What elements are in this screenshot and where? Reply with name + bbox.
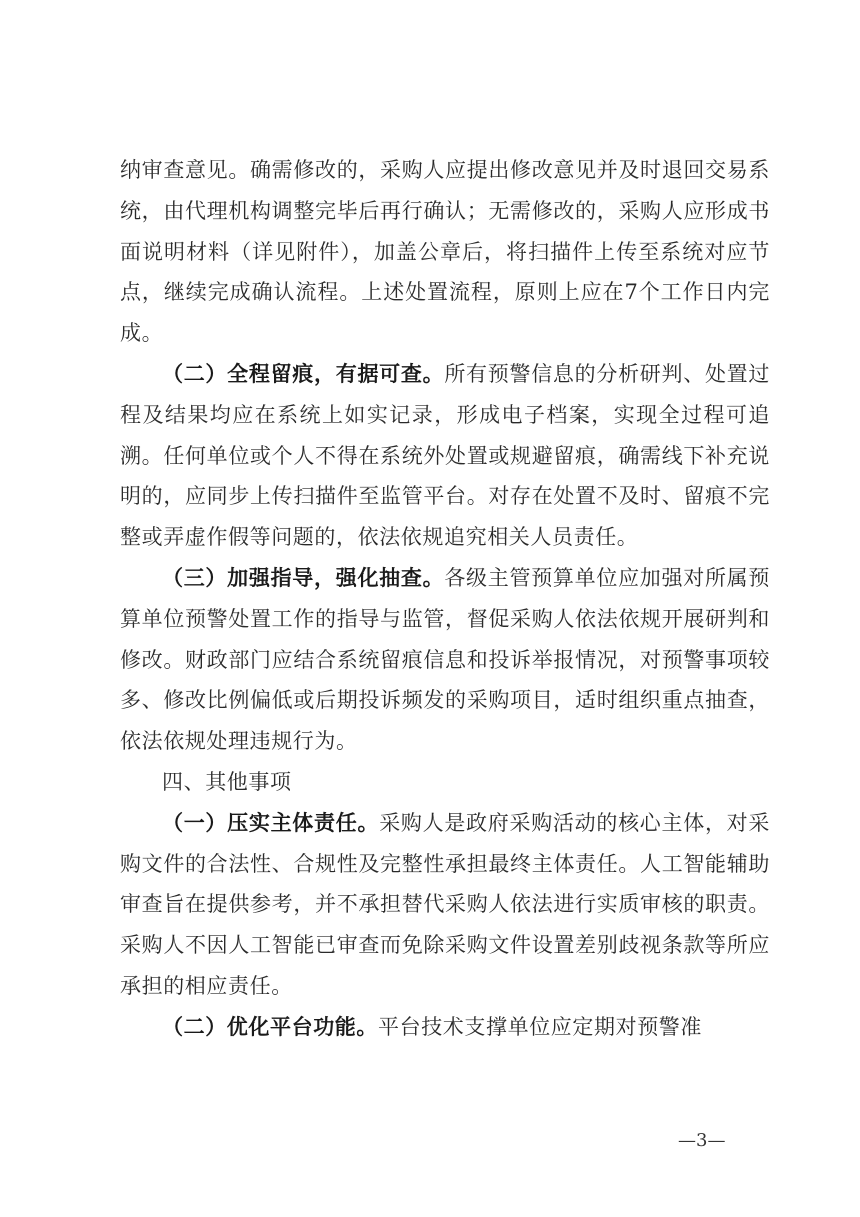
paragraph-platform: [120, 1007, 770, 1048]
paragraph-lead: （二）全程留痕，有据可查。: [162, 360, 445, 386]
section-heading-text: 四、其他事项: [162, 769, 292, 794]
paragraph-text: 平台技术支撑单位应定期对预警准: [378, 1014, 702, 1039]
document-body: [120, 150, 770, 1048]
page-number: —3—: [678, 1130, 726, 1151]
paragraph-lead: （一）压实主体责任。: [162, 809, 380, 835]
paragraph-lead: （二）优化平台功能。: [162, 1013, 378, 1039]
paragraph-lead: （三）加强指导，强化抽查。: [162, 564, 445, 590]
section-heading: [120, 762, 770, 803]
paragraph-text: 纳审查意见。确需修改的，采购人应提出修改意见并及时退回交易系统，由代理机构调整完毕后再行确认；无需修改的，采购人应形成书面说明材料（详见附件），加盖公章后，将扫描件上传至系统对应节点，继续完成确认流程。上述处置流程，原则上应在7个工作日内完成。: [120, 158, 770, 346]
paragraph-full-trace: [120, 354, 770, 558]
paragraph-text: 采购人是政府采购活动的核心主体，对采购文件的合法性、合规性及完整性承担最终主体责任。人工智能辅助审查旨在提供参考，并不承担替代采购人依法进行实质审核的职责。采购人不因人工智能已审查而免除采购文件设置差别歧视条款等所应承担的相应责任。: [120, 810, 770, 998]
paragraph-text: 所有预警信息的分析研判、处置过程及结果均应在系统上如实记录，形成电子档案，实现全过程可追溯。任何单位或个人不得在系统外处置或规避留痕，确需线下补充说明的，应同步上传扫描件至监管平台。对存在处置不及时、留痕不完整或弄虚作假等问题的，依法依规追究相关人员责任。: [120, 361, 770, 550]
paragraph-text: 各级主管预算单位应加强对所属预算单位预警处置工作的指导与监管，督促采购人依法依规开展研判和修改。财政部门应结合系统留痕信息和投诉举报情况，对预警事项较多、修改比例偏低或后期投诉频发的采购项目，适时组织重点抽查，依法依规处理违规行为。: [120, 565, 770, 754]
paragraph-responsibility: [120, 803, 770, 1007]
paragraph-continued: [120, 150, 770, 354]
paragraph-guidance: [120, 558, 770, 762]
